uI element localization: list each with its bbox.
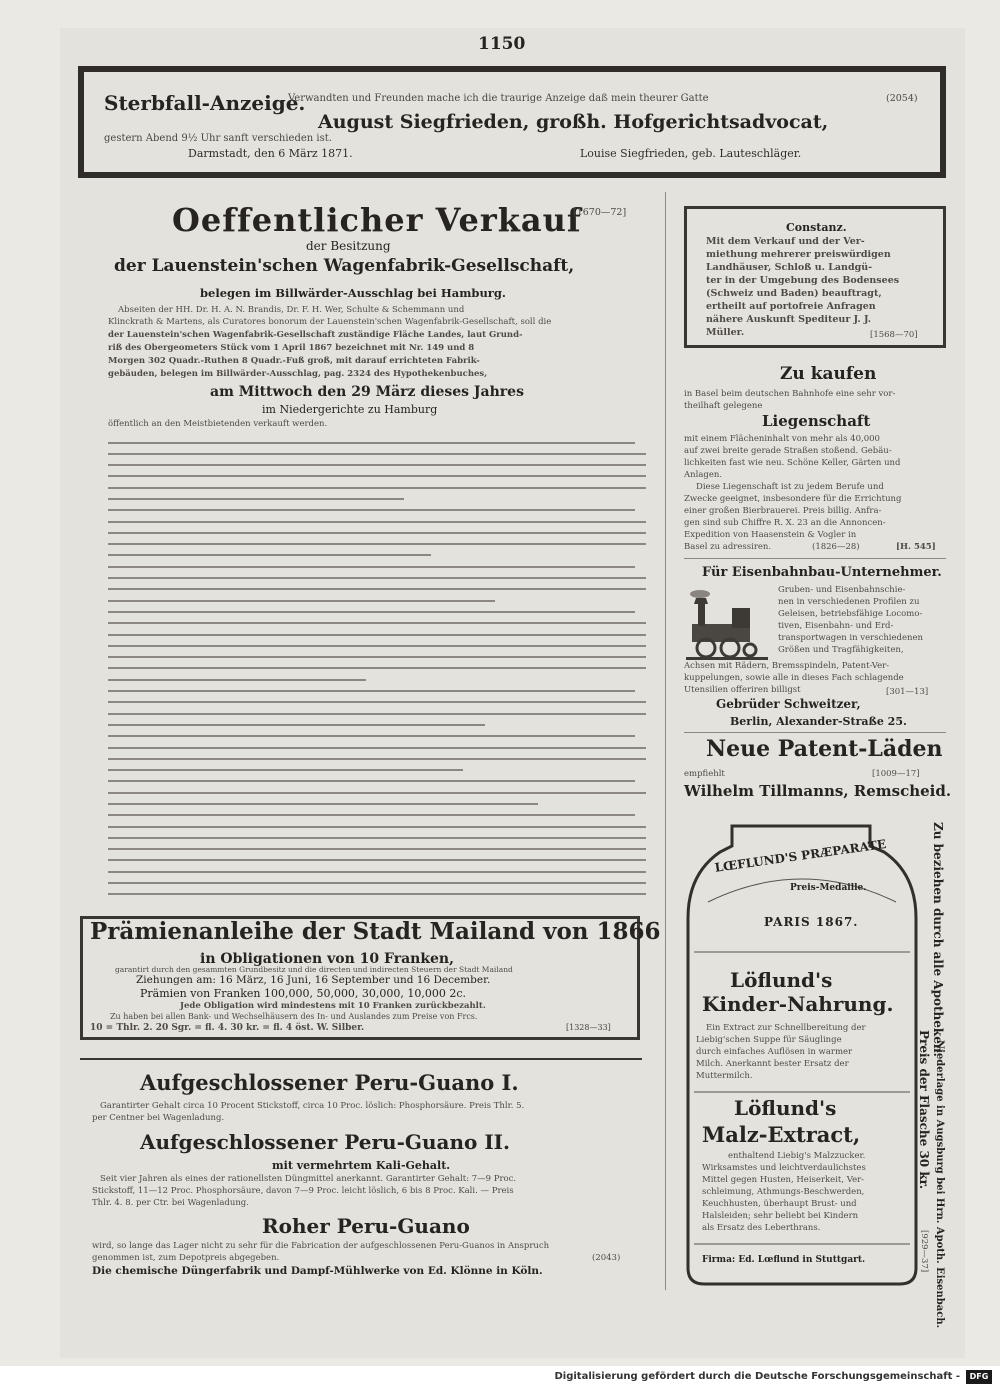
loeflund-desc-2d: schleimung, Athmungs-Beschwerden, <box>702 1187 865 1197</box>
zukaufen-line3: mit einem Flächeninhalt von mehr als 40,000 <box>684 434 880 444</box>
constanz-line1: Mit dem Verkauf und der Ver- <box>706 236 865 247</box>
loeflund-name-1: Löflund's <box>730 968 833 992</box>
railway-line1: Gruben- und Eisenbahnschie- <box>778 585 906 595</box>
guano-desc-2b: Stickstoff, 11—12 Proc. Phosphorsäure, davon 7—9 Proc. leicht löslich, 6 bis 8 Proc. Kali. — Preis <box>92 1186 514 1196</box>
loeflund-desc-1e: Muttermilch. <box>696 1071 753 1081</box>
loeflund-desc-1b: Liebig'schen Suppe für Säuglinge <box>696 1035 842 1045</box>
loeflund-firm: Firma: Ed. Lœflund in Stuttgart. <box>702 1255 866 1265</box>
sale-public: öffentlich an den Meistbietenden verkauft werden. <box>108 419 328 429</box>
guano-ref: (2043) <box>592 1253 621 1263</box>
guano-desc-2a: Seit vier Jahren als eines der rationellsten Düngmittel anerkannt. Garantirter Gehalt: 7—9 Proc. <box>100 1174 517 1184</box>
loeflund-paris: PARIS 1867. <box>764 915 859 929</box>
zukaufen-line12: Basel zu adressiren. <box>684 542 772 552</box>
guano-title-2: Aufgeschlossener Peru-Guano II. <box>140 1130 510 1154</box>
zukaufen-line10: gen sind sub Chiffre R. X. 23 an die Annoncen- <box>684 518 886 528</box>
loeflund-side-text-3: Niederlage in Augsburg bei Hrn. Apoth. Eisenbach. <box>934 1040 945 1329</box>
zukaufen-line11: Expedition von Haasenstein & Vogler in <box>684 530 857 540</box>
constanz-line3: Landhäuser, Schloß u. Landgü- <box>706 262 873 273</box>
loeflund-desc-2b: Wirksamstes und leichtverdaulichstes <box>702 1163 866 1173</box>
sale-line4: riß des Obergeometers Stück vom 1 April 1867 bezeichnet mit Nr. 149 und 8 <box>108 343 475 353</box>
railway-line8: kuppelungen, sowie alle in dieses Fach schlagende <box>684 673 904 683</box>
railway-separator <box>684 732 946 733</box>
zukaufen-heading: Liegenschaft <box>762 412 871 430</box>
zukaufen-line4: auf zwei breite gerade Straßen stoßend. Gebäu- <box>684 446 892 456</box>
death-notice-heading: Sterbfall-Anzeige. <box>104 91 306 115</box>
guano-title-1: Aufgeschlossener Peru-Guano I. <box>140 1070 519 1095</box>
railway-ref: [301—13] <box>886 687 929 697</box>
sale-line1: Abseiten der HH. Dr. H. A. N. Brandis, Dr. F. H. Wer, Schulte & Schemmann und <box>118 305 465 315</box>
shutters-recommends: empfiehlt <box>684 769 725 779</box>
lottery-separator <box>80 1058 642 1060</box>
constanz-line6: ertheilt auf portofreie Anfragen <box>706 301 876 312</box>
lottery-ref: [1328—33] <box>566 1023 611 1032</box>
guano-desc-3b: genommen ist, zum Depotpreis abgegeben. <box>92 1253 280 1263</box>
lottery-line5: Zu haben bei allen Bank- und Wechselhäusern des In- und Auslandes zum Preise von Frcs. <box>110 1012 478 1021</box>
loeflund-side-text-2: Preis der Flasche 30 kr. <box>917 1030 931 1190</box>
loeflund-desc-2g: als Ersatz des Leberthrans. <box>702 1223 821 1233</box>
column-divider <box>665 192 666 1290</box>
zukaufen-ref2: [H. 545] <box>896 542 936 552</box>
lottery-line6: 10 = Thlr. 2. 20 Sgr. = fl. 4. 30 kr. = fl. 4 öst. W. Silber. <box>90 1023 365 1033</box>
loeflund-product-1: Kinder-Nahrung. <box>702 992 894 1016</box>
shutters-title: Neue Patent-Läden <box>706 736 943 762</box>
sale-date: am Mittwoch den 29 März dieses Jahres <box>210 384 524 400</box>
loeflund-desc-1c: durch einfaches Auflösen in warmer <box>696 1047 853 1057</box>
sale-line6: gebäuden, belegen im Billwärder-Ausschlag, pag. 2324 des Hypothekenbuches, <box>108 369 488 379</box>
sale-court: im Niedergerichte zu Hamburg <box>262 403 438 416</box>
loeflund-medal: Preis-Medaille. <box>790 883 867 893</box>
zukaufen-line7: Diese Liegenschaft ist zu jedem Berufe und <box>696 482 884 492</box>
zukaufen-line9: einer großen Bierbrauerei. Preis billig. Anfra- <box>684 506 882 516</box>
constanz-line7: nähere Auskunft Spediteur J. J. <box>706 314 872 325</box>
sale-sub2: der Lauenstein'schen Wagenfabrik-Gesellschaft, <box>114 256 575 276</box>
death-notice-signature: Louise Siegfrieden, geb. Lauteschläger. <box>580 147 802 160</box>
railway-line9: Utensilien offeriren billigst <box>684 685 801 695</box>
death-notice-line2: gestern Abend 9½ Uhr sanft verschieden ist. <box>104 133 332 144</box>
dfg-logo: DFG <box>966 1370 992 1384</box>
loeflund-name-2: Löflund's <box>734 1096 837 1120</box>
footer-credit: Digitalisierung gefördert durch die Deutsche Forschungsgemeinschaft - <box>554 1371 960 1382</box>
loeflund-desc-1d: Milch. Anerkannt bester Ersatz der <box>696 1059 849 1069</box>
guano-title-2-sub: mit vermehrtem Kali-Gehalt. <box>272 1159 451 1172</box>
railway-address: Berlin, Alexander-Straße 25. <box>730 715 907 728</box>
sale-sub3: belegen im Billwärder-Ausschlag bei Hamburg. <box>200 286 506 300</box>
loeflund-desc-2f: Halsleiden; sehr beliebt bei Kindern <box>702 1211 859 1221</box>
constanz-line5: (Schweiz und Baden) beauftragt, <box>706 288 882 299</box>
loeflund-side-text-1: Zu beziehen durch alle Apotheken. <box>931 822 945 1057</box>
zukaufen-line5: lichkeiten fast wie neu. Schöne Keller, Gärten und <box>684 458 901 468</box>
railway-line2: nen in verschiedenen Profilen zu <box>778 597 920 607</box>
shutters-ref: [1009—17] <box>872 769 920 779</box>
lottery-sub: in Obligationen von 10 Franken, <box>200 951 454 967</box>
railway-title: Für Eisenbahnbau-Unternehmer. <box>702 565 942 580</box>
loeflund-desc-2e: Keuchhusten, überhaupt Brust- und <box>702 1199 857 1209</box>
guano-desc-1b: per Centner bei Wagenladung. <box>92 1113 225 1123</box>
shutters-firm: Wilhelm Tillmanns, Remscheid. <box>684 782 952 800</box>
guano-desc-1a: Garantirter Gehalt circa 10 Procent Stickstoff, circa 10 Proc. löslich: Phosphorsäure. Preis Thlr. 5. <box>100 1101 525 1111</box>
railway-line7: Achsen mit Rädern, Bremsspindeln, Patent-Ver- <box>684 661 890 671</box>
locomotive-icon <box>686 590 768 662</box>
lottery-line2: Ziehungen am: 16 März, 16 Juni, 16 September und 16 December. <box>136 974 491 986</box>
death-notice-intro: Verwandten und Freunden mache ich die traurige Anzeige daß mein theurer Gatte <box>288 93 709 104</box>
lottery-line1: garantirt durch den gesammten Grundbesitz und die directen und indirecten Steuern der Stadt Mailand <box>115 965 513 974</box>
railway-line4: tiven, Eisenbahn- und Erd- <box>778 621 894 631</box>
sale-title: Oeffentlicher Verkauf <box>172 201 582 239</box>
constanz-line4: ter in der Umgebung des Bodensees <box>706 275 900 286</box>
railway-line6: Größen und Tragfähigkeiten, <box>778 645 904 655</box>
lottery-line3: Prämien von Franken 100,000, 50,000, 30,000, 10,000 2c. <box>140 987 467 1000</box>
constanz-ref: [1568—70] <box>870 330 918 340</box>
zukaufen-separator <box>684 558 946 559</box>
guano-title-3: Roher Peru-Guano <box>262 1214 470 1238</box>
guano-firm: Die chemische Düngerfabrik und Dampf-Mühlwerke von Ed. Klönne in Köln. <box>92 1265 543 1277</box>
zukaufen-line1: in Basel beim deutschen Bahnhofe eine sehr vor- <box>684 389 896 399</box>
zukaufen-ref: (1826—28) <box>812 542 860 552</box>
zukaufen-line2: theilhaft gelegene <box>684 401 763 411</box>
loeflund-ref: [929—37] <box>919 1230 929 1273</box>
page-number: 1150 <box>478 34 526 54</box>
constanz-title: Constanz. <box>786 221 847 234</box>
railway-firm: Gebrüder Schweitzer, <box>716 697 861 711</box>
railway-line5: transportwagen in verschiedenen <box>778 633 923 643</box>
zukaufen-line6: Anlagen. <box>684 470 723 480</box>
death-notice-place-date: Darmstadt, den 6 März 1871. <box>188 147 353 160</box>
death-notice-ref: (2054) <box>886 93 918 104</box>
sale-body-text <box>108 438 646 906</box>
sale-line3: der Lauenstein'schen Wagenfabrik-Gesellschaft zuständige Fläche Landes, laut Grund- <box>108 330 523 340</box>
railway-line3: Geleisen, betriebsfähige Locomo- <box>778 609 923 619</box>
constanz-line2: miethung mehrerer preiswürdigen <box>706 249 891 260</box>
sale-line5: Morgen 302 Quadr.-Ruthen 8 Quadr.-Fuß groß, mit darauf errichteten Fabrik- <box>108 356 480 366</box>
zukaufen-line8: Zwecke geeignet, insbesondere für die Errichtung <box>684 494 902 504</box>
constanz-line8: Müller. <box>706 327 745 338</box>
sale-line2: Klinckrath & Martens, als Curatores bonorum der Lauenstein'schen Wagenfabrik-Gesellschaft, soll die <box>108 317 552 327</box>
sale-sub1: der Besitzung <box>306 239 391 253</box>
lottery-title: Prämienanleihe der Stadt Mailand von 1866 <box>90 918 661 945</box>
guano-desc-3a: wird, so lange das Lager nicht zu sehr für die Fabrication der aufgeschlossenen Peru-Guanos in Anspruch <box>92 1241 550 1251</box>
loeflund-product-2: Malz-Extract, <box>702 1122 861 1147</box>
death-notice-name: August Siegfrieden, großh. Hofgerichtsadvocat, <box>318 111 829 133</box>
loeflund-desc-1a: Ein Extract zur Schnellbereitung der <box>706 1023 866 1033</box>
sale-ref: [1670—72] <box>573 207 627 218</box>
loeflund-desc-2a: enthaltend Liebig's Malzzucker. <box>728 1151 866 1161</box>
lottery-line4: Jede Obligation wird mindestens mit 10 Franken zurückbezahlt. <box>180 1001 486 1011</box>
loeflund-brand: LŒFLUND'S PRÆPARATE <box>713 836 887 875</box>
loeflund-desc-2c: Mittel gegen Husten, Heiserkeit, Ver- <box>702 1175 865 1185</box>
guano-desc-2c: Thlr. 4. 8. per Ctr. bei Wagenladung. <box>92 1198 249 1208</box>
zukaufen-title: Zu kaufen <box>780 364 877 384</box>
